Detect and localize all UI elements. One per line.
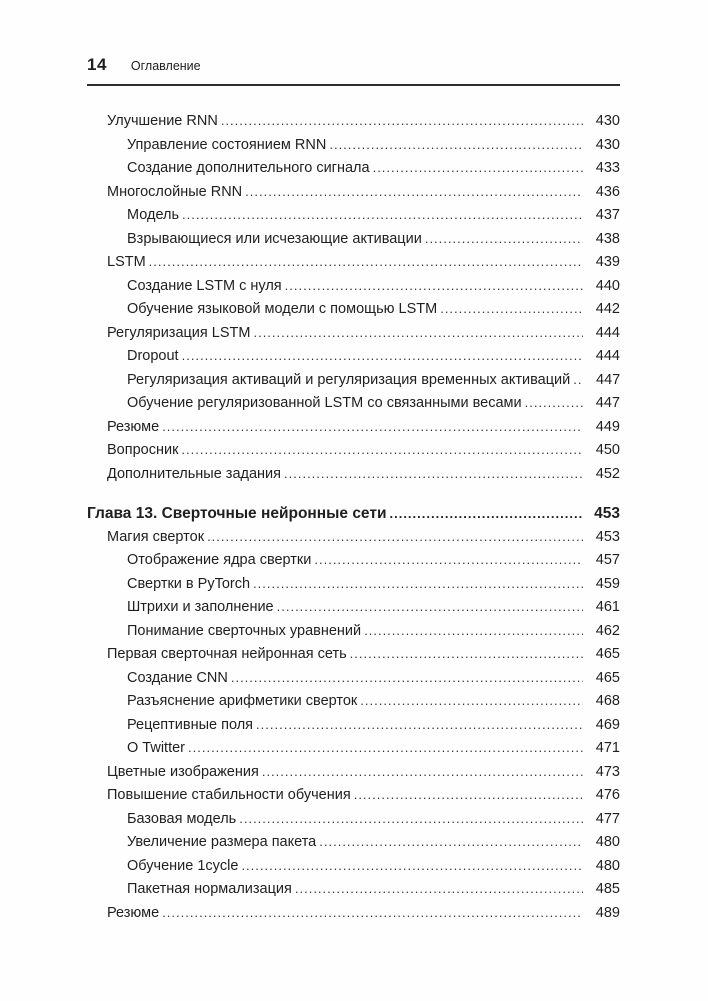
toc-dot-leader xyxy=(245,184,583,200)
toc-entry-page-number: 468 xyxy=(595,693,620,709)
toc-row xyxy=(87,372,620,396)
toc-entry-page-number: 449 xyxy=(595,418,620,435)
toc-entry-label: Пакетная нормализация xyxy=(127,881,292,897)
toc-row xyxy=(87,623,620,647)
toc-entry-page-number: 439 xyxy=(595,254,620,270)
toc-entry-label: Модель xyxy=(127,207,180,223)
toc-dot-leader xyxy=(573,372,583,388)
toc-row xyxy=(87,834,620,858)
toc-entry-label: Обучение языковой модели с помощью LSTM xyxy=(127,301,438,317)
toc-entry-label: Улучшение RNN xyxy=(107,113,218,129)
toc-entry-page-number: 430 xyxy=(595,136,620,153)
toc-row xyxy=(87,646,620,670)
toc-entry-page-number: 440 xyxy=(595,277,620,294)
toc-row xyxy=(87,552,620,576)
toc-row xyxy=(87,395,620,419)
running-header xyxy=(87,0,620,75)
toc-dot-leader xyxy=(162,905,583,921)
toc-entry-page-number: 433 xyxy=(595,160,620,176)
toc-entry-page-number: 447 xyxy=(595,395,620,411)
toc-entry-label: Базовая модель xyxy=(127,810,237,827)
toc-dot-leader xyxy=(525,395,583,411)
toc-entry-label: Рецептивные поля xyxy=(127,716,254,733)
toc-row xyxy=(87,278,620,302)
toc-entry-page-number: 465 xyxy=(595,646,620,662)
toc-entry-label: Штрихи и заполнение xyxy=(127,599,274,615)
toc-row xyxy=(87,160,620,184)
toc-row xyxy=(87,231,620,255)
toc-entry-label: Глава 13. Сверточные нейронные сети xyxy=(87,505,387,522)
folio-page-number: 14 xyxy=(87,55,107,74)
toc-entry-page-number: 453 xyxy=(594,505,620,522)
toc-dot-leader xyxy=(207,529,583,545)
toc-entry-page-number: 437 xyxy=(595,207,620,223)
toc-entry-label: Разъяснение арифметики сверток xyxy=(127,693,358,709)
toc-entry-page-number: 480 xyxy=(595,857,620,874)
toc-row xyxy=(87,764,620,788)
toc-row xyxy=(87,529,620,553)
toc-row xyxy=(87,301,620,325)
running-header-title: Оглавление xyxy=(130,59,201,73)
toc-dot-leader xyxy=(389,505,583,523)
toc-entry-page-number: 452 xyxy=(595,465,620,482)
toc-entry-page-number: 447 xyxy=(596,371,621,388)
toc-dot-leader xyxy=(149,254,583,270)
toc-entry-page-number: 450 xyxy=(595,442,620,458)
toc-dot-leader xyxy=(239,811,583,827)
toc-entry-page-number: 471 xyxy=(595,740,620,756)
toc-dot-leader xyxy=(314,552,583,568)
toc-dot-leader xyxy=(354,787,583,803)
toc-entry-page-number: 465 xyxy=(595,669,620,686)
toc-dot-leader xyxy=(182,348,583,364)
toc-row xyxy=(87,254,620,278)
toc-row xyxy=(87,693,620,717)
toc-dot-leader xyxy=(364,623,583,639)
toc-row xyxy=(87,113,620,137)
toc-dot-leader xyxy=(241,858,583,874)
toc-entry-label: Dropout xyxy=(127,348,179,364)
toc-entry-page-number: 469 xyxy=(595,716,620,733)
toc-entry-label: Первая сверточная нейронная сеть xyxy=(107,646,347,662)
toc-entry-page-number: 444 xyxy=(595,348,620,364)
toc-row xyxy=(87,599,620,623)
toc-dot-leader xyxy=(256,717,583,733)
toc-row xyxy=(87,137,620,161)
toc-entry-page-number: 459 xyxy=(595,575,620,592)
page-content xyxy=(87,0,620,928)
toc-entry-label: Регуляризация LSTM xyxy=(107,324,251,341)
toc-entry-page-number: 457 xyxy=(595,552,620,568)
toc-entry-label: Дополнительные задания xyxy=(107,465,282,482)
toc-dot-leader xyxy=(253,325,583,341)
toc-entry-label: Понимание сверточных уравнений xyxy=(127,622,362,639)
toc-entry-label: Управление состоянием RNN xyxy=(127,136,327,153)
table-of-contents xyxy=(87,113,620,928)
toc-entry-page-number: 485 xyxy=(595,881,620,897)
toc-row xyxy=(87,184,620,208)
toc-entry-label: Создание дополнительного сигнала xyxy=(127,160,370,176)
toc-row xyxy=(87,717,620,741)
toc-entry-label: Цветные изображения xyxy=(107,763,259,780)
toc-dot-leader xyxy=(285,278,583,294)
toc-row xyxy=(87,466,620,490)
toc-dot-leader xyxy=(162,419,583,435)
toc-entry-label: Регуляризация активаций и регуляризация временных активаций xyxy=(127,371,571,388)
toc-dot-leader xyxy=(182,207,583,223)
toc-entry-label: Резюме xyxy=(107,418,160,435)
toc-row xyxy=(87,576,620,600)
toc-row xyxy=(87,881,620,905)
toc-entry-label: Свертки в PyTorch xyxy=(127,575,251,592)
toc-entry-page-number: 430 xyxy=(595,113,620,129)
toc-row xyxy=(87,740,620,764)
toc-entry-label: Отображение ядра свертки xyxy=(127,552,312,568)
toc-dot-leader xyxy=(188,740,583,756)
toc-dot-leader xyxy=(231,670,583,686)
toc-dot-leader xyxy=(373,160,583,176)
toc-entry-label: Резюме xyxy=(107,904,160,921)
toc-dot-leader xyxy=(350,646,583,662)
toc-entry-label: О Twitter xyxy=(127,740,186,756)
toc-dot-leader xyxy=(284,466,583,482)
toc-entry-page-number: 473 xyxy=(595,763,620,780)
toc-row xyxy=(87,858,620,882)
toc-entry-label: Магия сверток xyxy=(107,528,205,545)
toc-entry-page-number: 489 xyxy=(595,904,620,921)
toc-entry-label: Обучение 1cycle xyxy=(127,857,239,874)
header-rule xyxy=(87,84,620,86)
toc-dot-leader xyxy=(295,881,583,897)
toc-dot-leader xyxy=(360,693,583,709)
toc-entry-label: Вопросник xyxy=(107,442,179,458)
toc-entry-page-number: 438 xyxy=(595,230,620,247)
toc-row xyxy=(87,787,620,811)
toc-dot-leader xyxy=(425,231,583,247)
toc-entry-page-number: 453 xyxy=(595,528,620,545)
toc-entry-label: Многослойные RNN xyxy=(107,183,243,200)
toc-entry-page-number: 476 xyxy=(595,787,620,803)
toc-dot-leader xyxy=(181,442,583,458)
toc-entry-page-number: 461 xyxy=(595,599,620,615)
toc-entry-label: Создание LSTM с нуля xyxy=(127,277,282,294)
toc-entry-page-number: 477 xyxy=(595,810,620,827)
toc-entry-label: Взрывающиеся или исчезающие активации xyxy=(127,230,422,247)
toc-dot-leader xyxy=(221,113,583,129)
toc-entry-page-number: 436 xyxy=(595,183,620,200)
toc-entry-page-number: 462 xyxy=(595,622,620,639)
toc-dot-leader xyxy=(277,599,583,615)
toc-entry-page-number: 442 xyxy=(595,301,620,317)
toc-dot-leader xyxy=(329,137,583,153)
toc-entry-label: LSTM xyxy=(107,254,146,270)
toc-row xyxy=(87,811,620,835)
toc-row xyxy=(87,419,620,443)
toc-entry-label: Увеличение размера пакета xyxy=(127,834,317,850)
toc-dot-leader xyxy=(440,301,583,317)
toc-dot-leader xyxy=(253,576,583,592)
toc-chapter-row xyxy=(87,505,620,529)
toc-row xyxy=(87,442,620,466)
toc-entry-label: Обучение регуляризованной LSTM со связанными весами xyxy=(127,395,522,411)
toc-entry-page-number: 444 xyxy=(595,324,620,341)
toc-dot-leader xyxy=(262,764,583,780)
toc-row xyxy=(87,325,620,349)
toc-row xyxy=(87,348,620,372)
toc-entry-label: Создание CNN xyxy=(127,669,228,686)
toc-entry-page-number: 480 xyxy=(595,834,620,850)
toc-entry-label: Повышение стабильности обучения xyxy=(107,787,351,803)
toc-row xyxy=(87,905,620,929)
toc-row xyxy=(87,207,620,231)
toc-row xyxy=(87,670,620,694)
toc-dot-leader xyxy=(319,834,583,850)
